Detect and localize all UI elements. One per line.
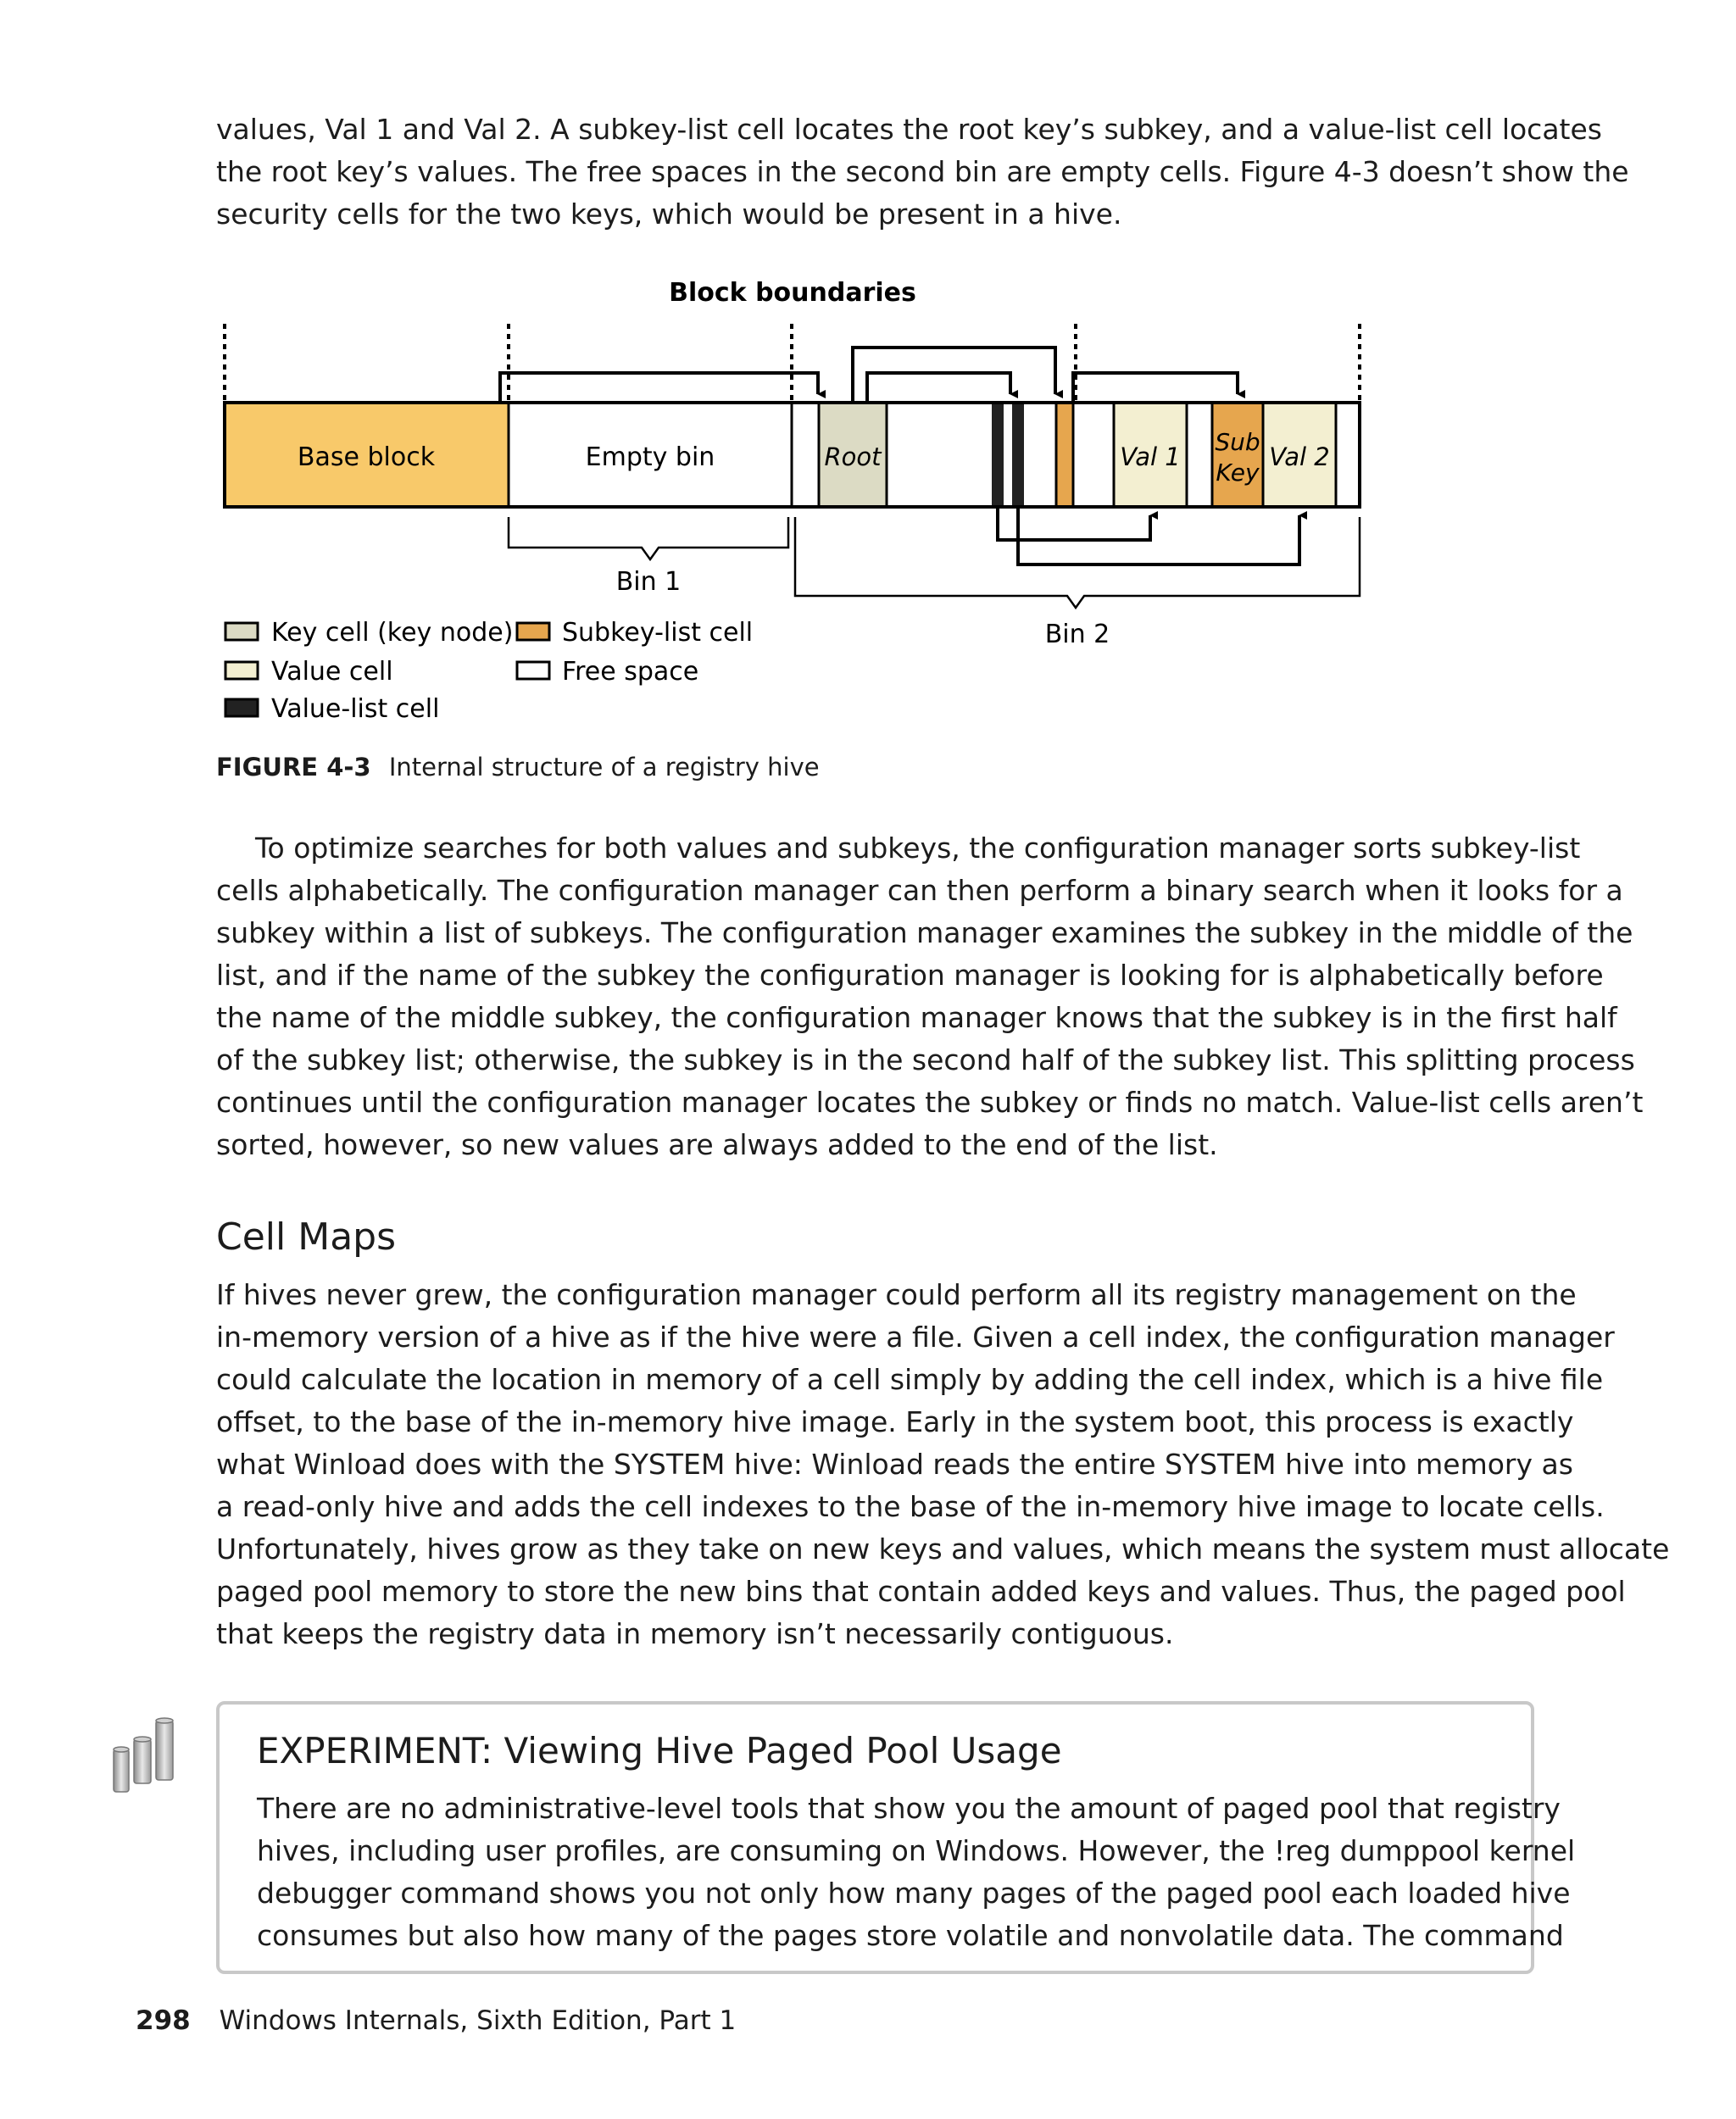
text-line: consumes but also how many of the pages store volatile and nonvolatile data. The command [257,1919,1564,1952]
text-line: a read-only hive and adds the cell indexes to the base of the in-memory hive image to locate cells. [216,1490,1605,1523]
val2-label: Val 2 [1269,442,1330,471]
hive-structure-diagram [0,271,1736,746]
text-line: To optimize searches for both values and subkeys, the configuration manager sorts subkey-list [255,831,1581,865]
text-line: sorted, however, so new values are always added to the end of the list. [216,1128,1218,1161]
text-line: in-memory version of a hive as if the hive were a file. Given a cell index, the configuration manager [216,1321,1615,1354]
cellmaps-paragraph [216,1274,1670,1655]
text-line: that keeps the registry data in memory isn’t necessarily contiguous. [216,1617,1174,1650]
legend-label: Subkey-list cell [562,618,754,648]
free-space-cell [1024,403,1056,507]
text-line: continues until the configuration manager locates the subkey or finds no match. Value-list cells aren’t [216,1086,1644,1119]
section-heading: Cell Maps [216,1215,397,1259]
free-space-cell [1073,403,1114,507]
text-line: hives, including user profiles, are consuming on Windows. However, the !reg dumppool kernel [257,1834,1576,1867]
free-space-cell [1336,403,1360,507]
text-line: security cells for the two keys, which would be present in a hive. [216,197,1122,231]
text-line: of the subkey list; otherwise, the subkey is in the second half of the subkey list. This splitting process [216,1043,1635,1076]
experiment-title: EXPERIMENT: Viewing Hive Paged Pool Usage [257,1730,1062,1771]
base-block-label: Base block [297,442,436,472]
value-list-cell [1012,403,1024,507]
text-line: the root key’s values. The free spaces in the second bin are empty cells. Figure 4-3 doesn’t show the [216,155,1629,188]
legend-label: Value-list cell [271,694,440,724]
text-line: cells alphabetically. The configuration manager can then perform a binary search when it looks for a [216,874,1623,907]
experiment-paragraph [257,1788,1575,1957]
experiment-beakers-icon [108,1716,181,1797]
legend-swatch-value-list-cell [225,699,258,716]
free-space-cell [1004,403,1012,507]
page-footer [136,2004,736,2038]
bin2-label: Bin 2 [1044,620,1110,649]
legend-swatch-free-space [517,662,549,679]
text-line: offset, to the base of the in-memory hive image. Early in the system boot, this process is exactly [216,1405,1574,1438]
book-title: Windows Internals, Sixth Edition, Part 1 [219,2005,737,2036]
block-boundaries-label: Block boundaries [669,278,916,308]
legend-swatch-key-cell [225,623,258,640]
sub-label: Sub [1215,428,1260,456]
legend-label: Key cell (key node) [271,618,514,648]
text-line: There are no administrative-level tools that show you the amount of paged pool that registry [257,1792,1561,1825]
text-line: subkey within a list of subkeys. The configuration manager examines the subkey in the middle of the [216,916,1633,949]
text-line: could calculate the location in memory of a cell simply by adding the cell index, which is a hive file [216,1363,1604,1396]
legend-swatch-value-cell [225,662,258,679]
legend [225,618,753,724]
text-line: If hives never grew, the configuration manager could perform all its registry management on the [216,1278,1577,1311]
experiment-sidebar [216,1701,1576,1974]
text-line: Unfortunately, hives grow as they take on new keys and values, which means the system must allocate [216,1532,1670,1566]
key-label: Key [1216,459,1260,487]
figure-caption-text: Internal structure of a registry hive [388,753,820,781]
bottom-pointer-arrows [998,507,1299,565]
legend-swatch-subkey-list-cell [517,623,549,640]
val1-label: Val 1 [1120,442,1181,471]
intro-paragraph [216,108,1629,236]
figure-caption-label: FIGURE 4-3 [216,753,371,781]
legend-label: Value cell [271,657,393,687]
bin1-label: Bin 1 [615,567,682,597]
value-list-cell [992,403,1004,507]
block-boundary-lines [225,324,1360,403]
free-space-cell [887,403,992,507]
subkey-list-cell [1056,403,1073,507]
figure-caption [216,752,820,782]
text-line: list, and if the name of the subkey the configuration manager is looking for is alphabetically before [216,959,1604,992]
root-label: Root [824,442,882,471]
top-pointer-arrows [500,348,1238,403]
legend-label: Free space [562,657,699,687]
page-number: 298 [136,2005,191,2036]
text-line: values, Val 1 and Val 2. A subkey-list cell locates the root key’s subkey, and a value-list cell locates [216,113,1602,146]
optimize-paragraph [216,827,1644,1166]
empty-bin-label: Empty bin [585,442,715,472]
text-line: paged pool memory to store the new bins that contain added keys and values. Thus, the paged pool [216,1575,1626,1608]
free-space-cell [792,403,819,507]
text-line: what Winload does with the SYSTEM hive: Winload reads the entire SYSTEM hive into memory as [216,1448,1573,1481]
text-line: debugger command shows you not only how many pages of the paged pool each loaded hive [257,1877,1571,1910]
text-line: the name of the middle subkey, the configuration manager knows that the subkey is in the first half [216,1001,1617,1034]
free-space-cell [1187,403,1212,507]
